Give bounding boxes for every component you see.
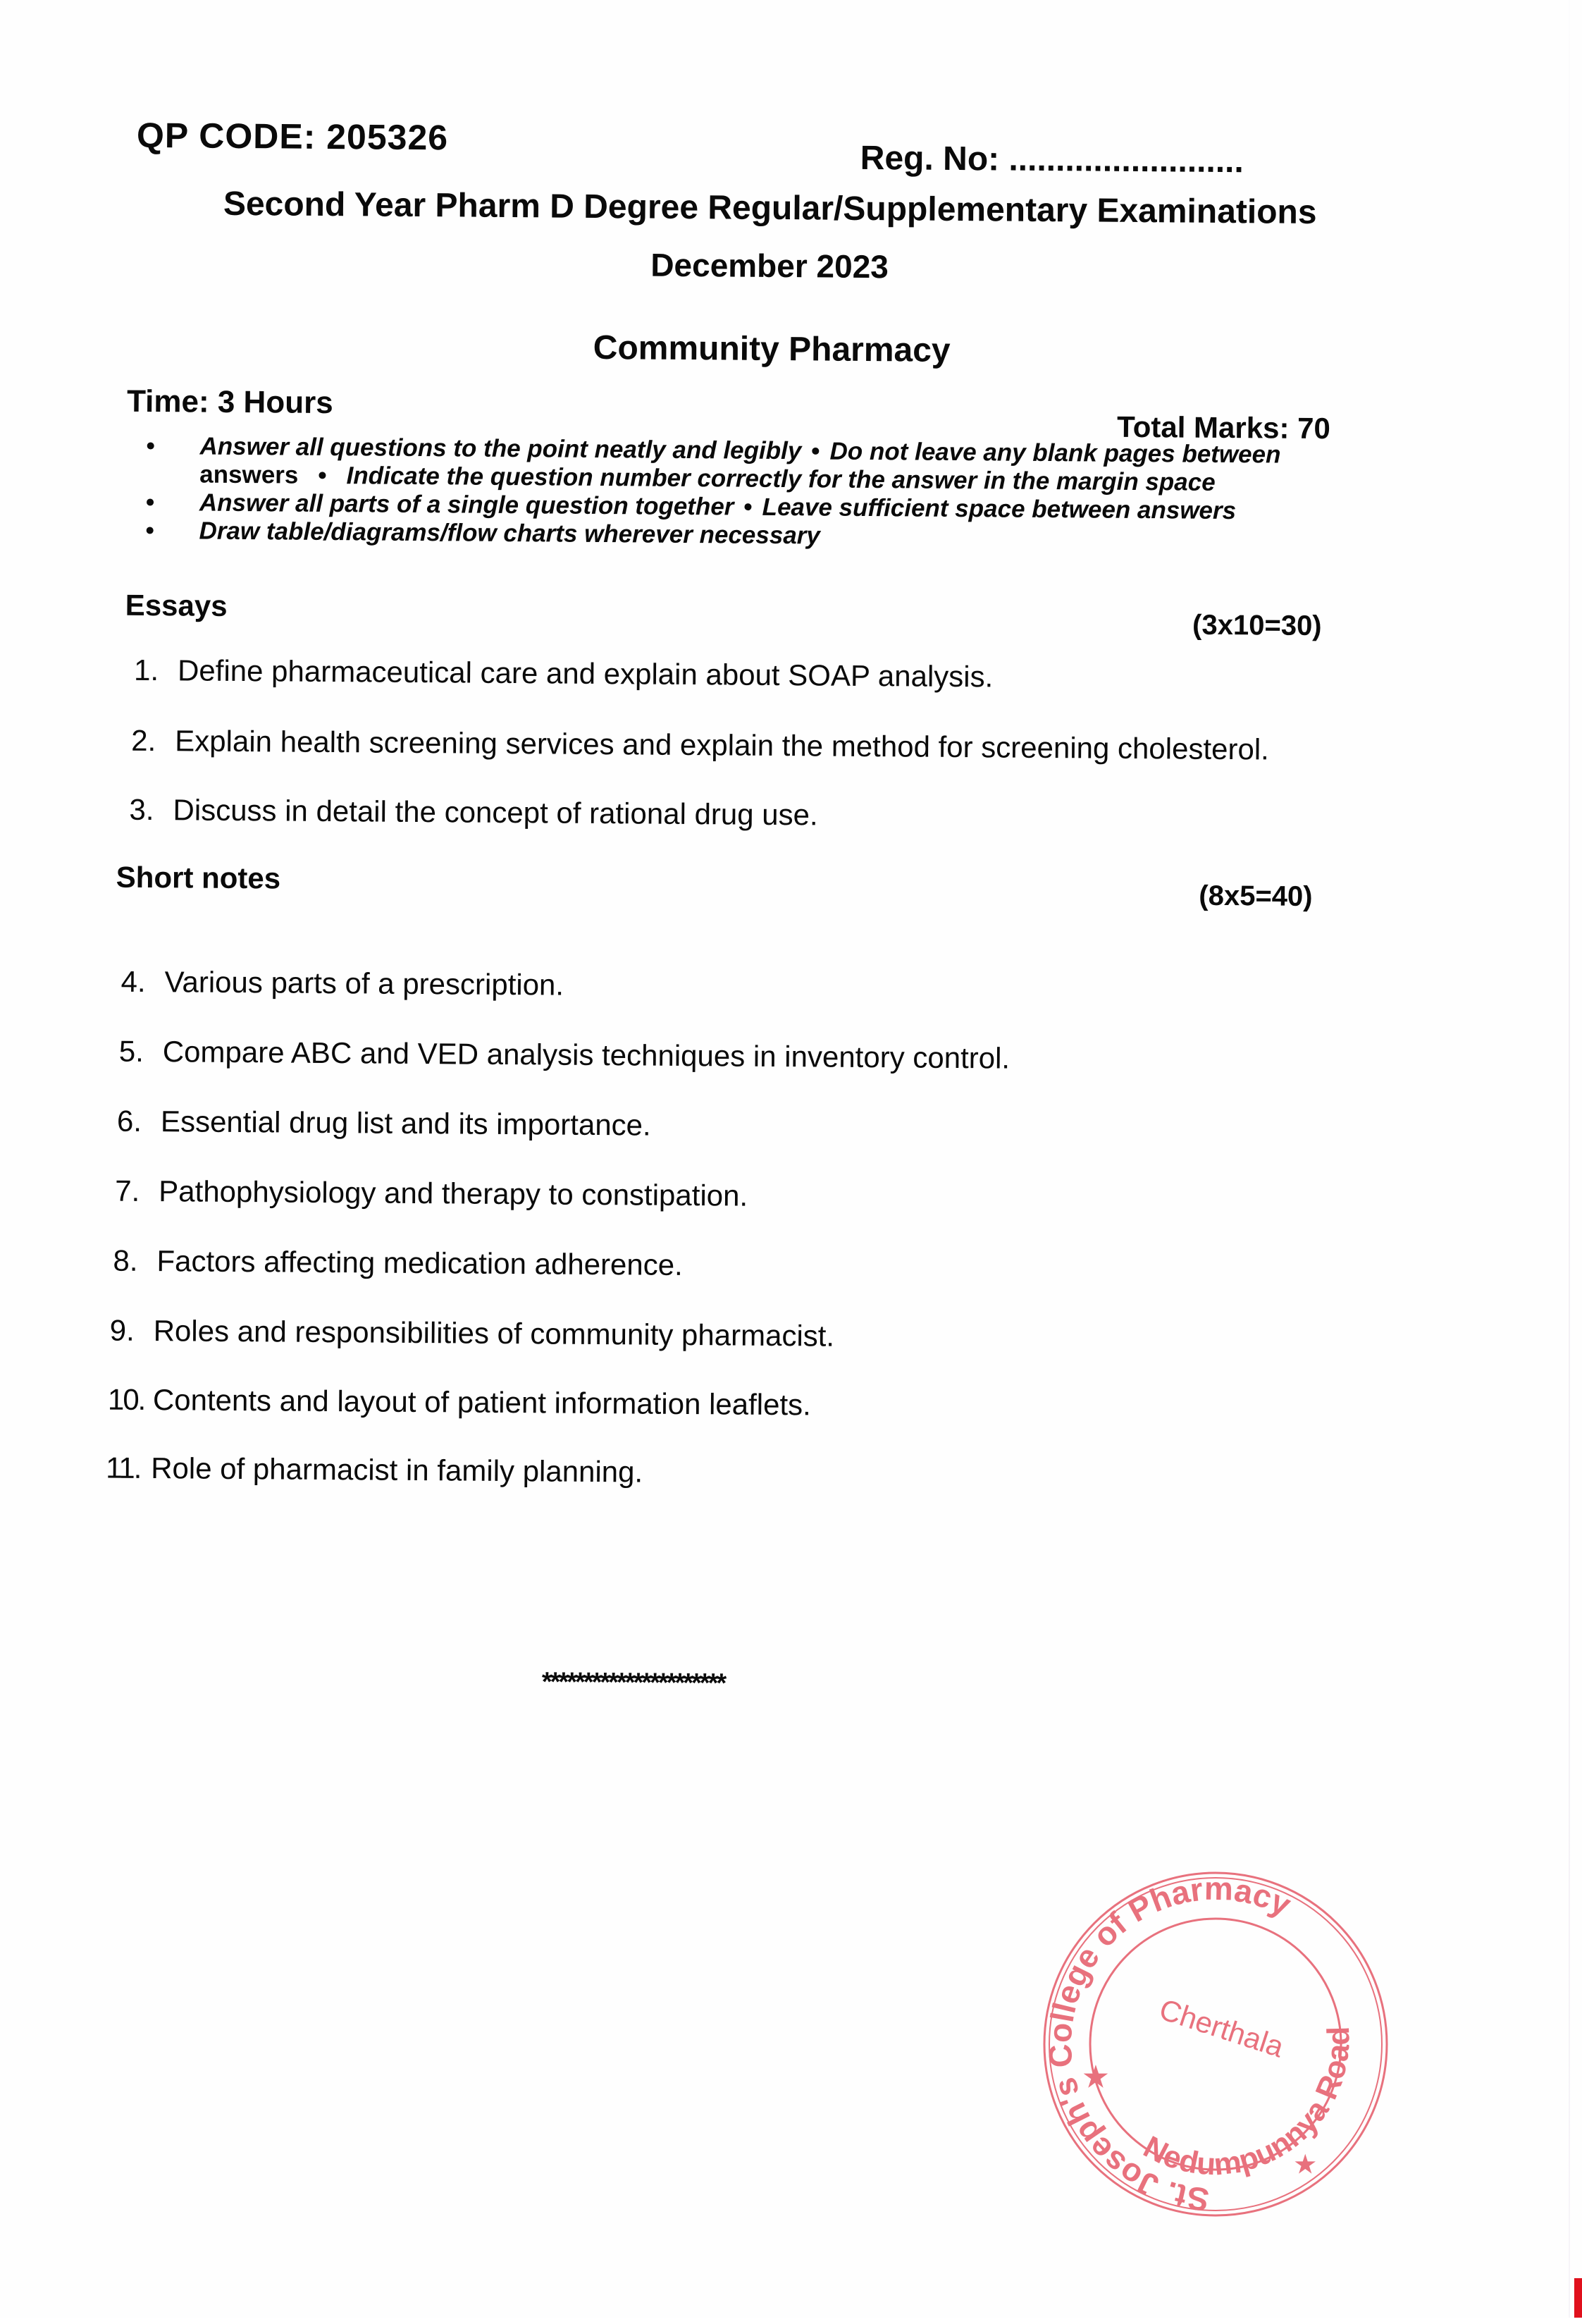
question-number: 6. (116, 1104, 142, 1138)
question-number: 3. (129, 792, 154, 827)
question-text: Pathophysiology and therapy to constipation. (159, 1174, 748, 1212)
question-item (115, 1174, 748, 1213)
registration-number-field: Reg. No: ......................... (860, 139, 1244, 180)
bullet-icon: • (146, 431, 155, 460)
question-item (131, 724, 1269, 767)
instructions-list (145, 432, 1344, 554)
question-number: 7. (115, 1174, 140, 1207)
question-text: Role of pharmacist in family planning. (150, 1451, 643, 1489)
question-number: 11. (106, 1451, 141, 1484)
exam-title: Second Year Pharm D Degree Regular/Supplementary Examinations (223, 185, 1317, 231)
stamp-bottom-text: Nedumpunnya Road (1137, 2026, 1357, 2182)
stamp-outer-text: St. Joseph's College of Pharmacy (1041, 1869, 1297, 2219)
question-item (113, 1244, 683, 1282)
question-item (134, 653, 994, 694)
instruction-item: • Draw table/diagrams/flow charts wherever necessary (145, 516, 821, 550)
question-text: Explain health screening services and explain the method for screening cholesterol. (175, 724, 1270, 766)
question-number: 10. (107, 1382, 145, 1416)
qp-code: QP CODE: 205326 (136, 115, 449, 158)
scan-edge-line (1569, 0, 1570, 2318)
college-seal-stamp-icon (1039, 1868, 1392, 2220)
star-icon: ★ (1294, 2151, 1316, 2178)
question-text: Factors affecting medication adherence. (156, 1244, 683, 1281)
question-item (108, 1383, 811, 1422)
question-text: Discuss in detail the concept of rational drug use. (173, 793, 818, 832)
essays-marks: (3x10=30) (1192, 609, 1322, 642)
question-text: Various parts of a prescription. (164, 965, 564, 1002)
time-allowed: Time: 3 Hours (126, 383, 333, 421)
short-notes-marks: (8x5=40) (1199, 880, 1313, 912)
end-of-paper-marker: ********************** (541, 1667, 725, 1699)
edge-red-mark (1574, 2278, 1582, 2318)
essays-heading: Essays (125, 588, 228, 622)
stamp-center-text: Cherthala (1155, 1992, 1288, 2064)
bullet-icon: • (318, 461, 327, 489)
question-item (117, 1105, 651, 1143)
question-number: 1. (133, 653, 159, 687)
instruction-item: • Answer all questions to the point neatly and legibly • Do not leave any blank pages between answers • Indicate the question number correctly for the answer in the margin space (146, 431, 1281, 496)
question-text: Contents and layout of patient information leaflets. (152, 1383, 812, 1422)
question-number: 4. (120, 964, 146, 998)
question-item (110, 1314, 835, 1353)
total-marks: Total Marks: 70 (1116, 410, 1331, 445)
instruction-item: • Answer all parts of a single question together • Leave sufficient space between answers (145, 488, 1237, 525)
question-text: Roles and responsibilities of community pharmacist. (153, 1314, 835, 1353)
bullet-icon: • (145, 488, 155, 517)
question-number: 8. (113, 1243, 138, 1277)
subject-title: Community Pharmacy (593, 328, 951, 369)
question-number: 5. (118, 1034, 144, 1068)
question-text: Essential drug list and its importance. (160, 1105, 651, 1142)
question-item (106, 1451, 643, 1489)
bullet-icon: • (743, 493, 753, 521)
bullet-icon: • (811, 437, 820, 465)
exam-date: December 2023 (650, 246, 889, 285)
question-text: Compare ABC and VED analysis techniques in inventory control. (162, 1035, 1011, 1075)
question-item (129, 793, 818, 832)
bullet-icon: • (145, 516, 155, 545)
short-notes-heading: Short notes (116, 860, 281, 895)
question-number: 2. (131, 723, 156, 758)
question-item (119, 1035, 1011, 1076)
star-icon: ★ (1083, 2062, 1108, 2093)
question-item (120, 965, 564, 1002)
question-number: 9. (109, 1313, 135, 1347)
question-text: Define pharmaceutical care and explain about SOAP analysis. (177, 653, 994, 694)
